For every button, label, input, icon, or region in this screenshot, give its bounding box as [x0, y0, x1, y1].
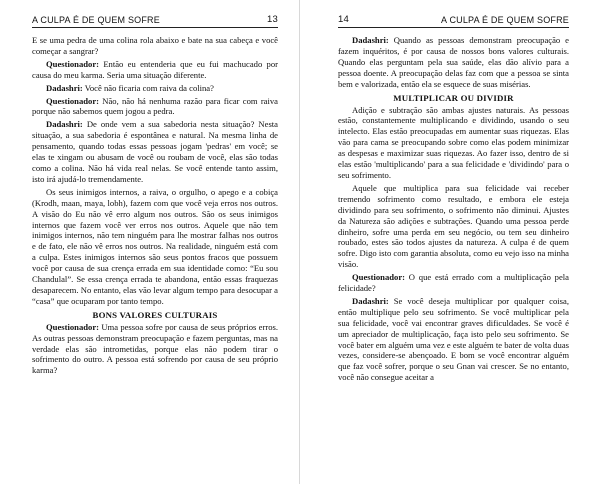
paragraph: [338, 272, 569, 294]
paragraph: [32, 322, 278, 377]
speaker-label: Dadashri:: [46, 119, 83, 130]
right-page-header: [338, 14, 569, 28]
paragraph: [338, 296, 569, 383]
right-page: [300, 0, 599, 484]
speaker-label: Dadashri:: [352, 35, 389, 45]
speaker-label: Questionador:: [46, 321, 99, 332]
paragraph: [32, 35, 278, 57]
section-heading: BONS VALORES CULTURAIS: [92, 309, 218, 320]
right-paragraphs: [338, 35, 569, 90]
paragraph-text: Então eu entenderia que eu fui machucado por causa do meu karma. Seria uma situação diferente.: [32, 58, 278, 80]
paragraph-text: Adição e subtração são ambas ajustes naturais. As pessoas estão, constantemente multiplicando e dividindo, usando o seu intelecto. Elas estão preocupadas em aumentar suas riquezas. Elas vão para cama se preocupando sobre como elas podem minimizar as despesas e maximizar suas riquezas. Ao fazer isso, dentro de si elas estão 'multiplicando' para a sua felicidade e 'dividindo' para o seu sofrimento.: [338, 104, 569, 180]
speaker-label: Dadashri:: [352, 295, 389, 306]
paragraph-text: O que está errado com a multiplicação pela felicidade?: [338, 272, 569, 294]
paragraph: [338, 105, 569, 181]
paragraph-text: Se você deseja multiplicar por qualquer coisa, então multiplique pelo seu sofrimento. Se você multiplicar pela sua felicidade, você vai encontrar graves dificuldades. Se você é um apreciador de multiplicação, faça isto pelo seu sofrimento. Se você bater em alguém uma vez e este alguém te bater de volta duas vezes, considere-se abençoado. E bom se você encontrar alguém que faz você sofrer, porque o seu Gnan vai crescer. Se no entanto, você não consegue aceitar a: [338, 295, 569, 383]
page-number: 14: [338, 14, 349, 25]
paragraph-text: De onde vem a sua sabedoria nesta situação? Nesta situação, a sua sabedoria é espontânea e natural. Na mesma linha de pensamento, quando todas essas pessoas jogam 'pedras' em você; se elas te xingam ou abusam de você ou roubam de você, elas são todas como a colina. Não há vida real nelas. Se você entende tanto assim, isto irá ajudá-lo tremendamente.: [32, 119, 278, 184]
speaker-label: Dadashri:: [46, 82, 83, 93]
right-paragraphs-after: [338, 105, 569, 384]
paragraph: [32, 96, 278, 118]
paragraph-text: Você não ficaria com raiva da colina?: [84, 82, 214, 93]
left-paragraphs: [32, 35, 278, 307]
paragraph-text: Os seus inimigos internos, a raiva, o orgulho, o apego e a cobiça (Krodh, maan, maya, lobh), fazem com que você veja erros nos outros. A visão do Eu não vê erro algum nos outros. São os seus inimigos internos que fazem você ver erros nos outros. Aquele que não tem inimigos internos, não tem ninguém para lhe mostrar falhas nos outros e de fato, ele não vê erros nos outros. Na realidade, ninguém está com a culpa. Estes inimigos internos são seus pontos fracos que possuem você por causa de sua crença errada em sua identidade como: “Eu sou Chandulal”. Se essa crença errada te abandona, então essas fraquezas desaparecem. No entanto, elas vão levar algum tempo para desocupar a “casa” que ocuparam por tanto tempo.: [32, 186, 278, 306]
paragraph: [32, 59, 278, 81]
paragraph-text: Uma pessoa sofre por causa de seus próprios erros. As outras pessoas demonstram preocupação e fazem perguntas, mas na verdade elas são intrometidas, porque elas não podem tirar o sofrimento do outro. A pessoa está sofrendo por causa de seu próprio karma?: [32, 321, 278, 376]
paragraph: [32, 187, 278, 307]
speaker-label: Questionador:: [46, 95, 99, 106]
left-page-body: [32, 35, 278, 376]
running-title: A CULPA É DE QUEM SOFRE: [32, 15, 160, 25]
left-paragraphs-after: [32, 322, 278, 377]
right-page-body: [338, 35, 569, 383]
paragraph: [32, 83, 278, 94]
speaker-label: Questionador:: [46, 58, 99, 69]
paragraph-text: Aquele que multiplica para sua felicidade vai receber tremendo sofrimento como resultado, e embora ele esteja dividindo para seu sofrimento, o sofrimento não diminui. Ajustes da Natureza são adições e subtrações. Quando uma pessoa perde dinheiro, sofre uma perda em seu negócio, ou tem seu dinheiro roubado, estes são todos ajustes da natureza. A culpa é de quem sofre. Digo isto com garantia absoluta, como eu vejo isso na minha visão.: [338, 182, 569, 270]
paragraph-text: Não, não há nenhuma razão para ficar com raiva porque não sabemos quem jogou a pedra.: [32, 95, 278, 117]
paragraph: [338, 35, 569, 90]
speaker-label: Questionador:: [352, 272, 405, 283]
left-page-header: [32, 14, 278, 28]
page-number: 13: [267, 14, 278, 25]
section-heading: MULTIPLICAR OU DIVIDIR: [393, 92, 514, 103]
paragraph-text: Quando as pessoas demonstram preocupação e fazem inquéritos, é por causa de nossos bons valores culturais. Quando elas perguntam pela sua saúde, elas dão alívio para a pessoa doente. A preocupação delas faz com que a pessoa se sinta bem e valorizada, então ela se esquece de suas misérias.: [338, 35, 569, 89]
paragraph-text: E se uma pedra de uma colina rola abaixo e bate na sua cabeça e você começar a sangrar?: [32, 35, 278, 56]
paragraph: [338, 183, 569, 270]
paragraph: [32, 119, 278, 184]
running-title: A CULPA É DE QUEM SOFRE: [441, 15, 569, 25]
